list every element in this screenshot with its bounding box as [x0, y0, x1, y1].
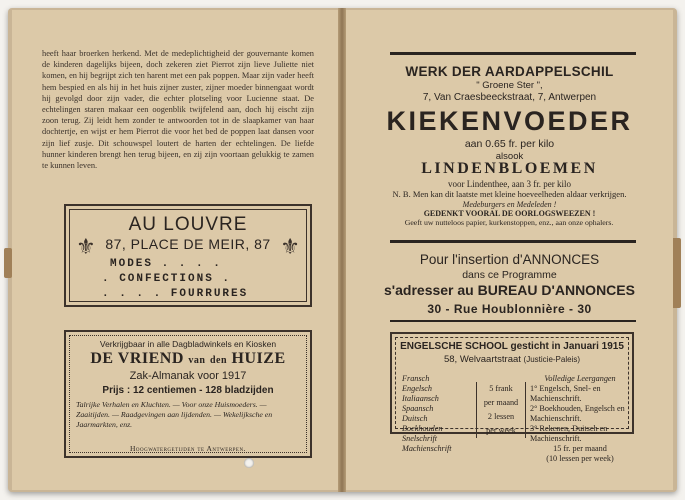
school-subjects — [402, 374, 452, 454]
vriend-title-part2: HUIZE — [231, 350, 286, 367]
rule-lower — [390, 320, 636, 322]
course-price: 15 fr. per maand — [553, 444, 607, 453]
subject-item: Boekhouden — [402, 424, 443, 433]
ornament-right-icon: ⚜ — [280, 234, 300, 259]
full-courses-heading: Volledige Leergangen — [544, 374, 616, 383]
school-price — [476, 382, 526, 438]
rule-top — [390, 52, 636, 55]
price-line: 5 frank — [489, 384, 513, 393]
story-paragraph: heeft haar broerken herkend. Met de medeplichtigheid der gouvernante komen de kinderen dagelijks bijeen, doch zekeren ziet Pierrot zijn lieve Juliette niet komen, en hij begrijpt zich ten harent met een pak poppen. Maar zijn vader heeft hem bespied en als hij in het huis zijner zuster, zijner moeder binnengaat wordt hij gevolgd door zijn vader, die echter plotseling voor Lucienne staat. De echtelingen staren makaar een oogenblik twijfelend aan, doch hij eischt zijn zoon terug. Zij leidt hem zonder te antwoorden tot in de slaapkamer van haar dochtertje, en wijst er hem Pierrot die voor het bed de poppen laat dansen voor zijn lief zusje. Dit schouwspel loutert de harten der echtelingen. De liefde hunner kinderen brengt hen terug bijeen, en zij zijn voortaan gelukkig te zamen te kunnen leven. — [42, 49, 314, 171]
subject-item: Italiaansch — [402, 394, 439, 403]
annonces-line3: s'adresser au BUREAU D'ANNONCES — [384, 282, 635, 298]
werk-note: N. B. Men kan dit laatste met kleine hoeveelheden aldaar verkrijgen. — [392, 189, 627, 199]
werk-donate: Geeft uw nutteloos papier, kurkenstoppen, enz., aan onze ophalers. — [404, 218, 614, 227]
vriend-title-den: den — [209, 355, 228, 366]
binding-gutter — [338, 8, 346, 492]
vriend-availability: Verkrijgbaar in alle Dagbladwinkels en Kiosken — [99, 339, 277, 349]
right-page — [346, 10, 673, 490]
vriend-publisher: Hoogwatergetijden te Antwerpen. — [130, 444, 246, 453]
engelsche-school-ad — [390, 332, 634, 463]
werk-title: WERK DER AARDAPPELSCHIL — [405, 64, 614, 79]
rule-middle — [390, 240, 636, 243]
subject-item: Duitsch — [402, 414, 428, 423]
vriend-contents: Talrijke Verhalen en Kluchten. — Voor onze Huismoeders. — Zaaitijden. — Raadgevingen aan lijdenden. — Wekelijksche en Jaarmarkten, enz. — [76, 400, 273, 429]
werk-subtitle: " Groene Ster ", — [476, 80, 543, 91]
punch-hole-left — [244, 458, 254, 468]
binding-tab-left — [4, 248, 12, 278]
annonces-line2: dans ce Programme — [462, 269, 557, 281]
lindenbloemen-heading: LINDENBLOEMEN — [421, 160, 598, 177]
subject-item: Snelschrift — [402, 434, 438, 443]
subject-item: Fransch — [402, 374, 430, 383]
price-line: per week — [486, 426, 516, 435]
louvre-line-confections: . CONFECTIONS . — [102, 273, 232, 285]
louvre-address: 87, PLACE DE MEIR, 87 — [105, 236, 271, 252]
price-line: per maand — [483, 398, 519, 407]
kiekenvoeder-heading: KIEKENVOEDER — [386, 106, 633, 136]
booklet-spread — [8, 8, 677, 492]
subject-item: Spaansch — [402, 404, 434, 413]
vriend-title-van: van — [188, 355, 206, 366]
price-line: 2 lessen — [487, 412, 515, 421]
louvre-line-fourrures: . . . . FOURRURES — [102, 288, 249, 300]
course-item: 2° Boekhouden, Engelsch en Machienschrift. — [530, 404, 625, 423]
vriend-van-den-huize-ad — [64, 330, 312, 458]
course-item: 1° Engelsch, Snel- en Machienschrift. — [530, 384, 601, 403]
lindenbloemen-price: voor Lindenthee, aan 3 fr. per kilo — [448, 179, 571, 189]
school-address-line — [392, 354, 632, 365]
course-item: 3° Rekenen, Duitsch en Machienschrift. — [530, 424, 608, 443]
werk-address: 7, Van Craesbeeckstraat, 7, Antwerpen — [422, 92, 597, 103]
vriend-price: Prijs : 12 centiemen - 128 bladzijden — [102, 385, 274, 396]
course-frequency: (10 lessen per week) — [546, 454, 614, 463]
annonces-line4: 30 - Rue Houblonnière - 30 — [427, 302, 592, 316]
vriend-title — [66, 350, 310, 368]
vriend-title-part1: DE VRIEND — [90, 350, 184, 367]
alsook-text: alsook — [495, 151, 524, 162]
louvre-line-modes: MODES . . . . — [110, 258, 222, 270]
louvre-title: AU LOUVRE — [128, 214, 248, 235]
ornament-left-icon: ⚜ — [76, 234, 96, 259]
subject-item: Engelsch — [402, 384, 433, 393]
school-address-note: (Justicie-Paleis) — [523, 355, 581, 364]
vriend-subtitle: Zak-Almanak voor 1917 — [129, 370, 247, 382]
werk-motto: GEDENKT VOORAL DE OORLOGSWEEZEN ! — [423, 209, 596, 218]
subject-item: Machienschrift — [402, 444, 452, 453]
school-title: ENGELSCHE SCHOOL gesticht in Januari 1915 — [400, 341, 624, 352]
annonces-line1: Pour l'insertion d'ANNONCES — [419, 252, 600, 267]
school-address: 58, Welvaartstraat — [443, 354, 521, 365]
school-full-courses — [530, 374, 630, 464]
left-page — [12, 10, 338, 490]
werk-appeal: Medeburgers en Medeleden ! — [462, 200, 557, 209]
kiekenvoeder-price: aan 0.65 fr. per kilo — [464, 138, 555, 150]
au-louvre-ad — [64, 204, 312, 307]
